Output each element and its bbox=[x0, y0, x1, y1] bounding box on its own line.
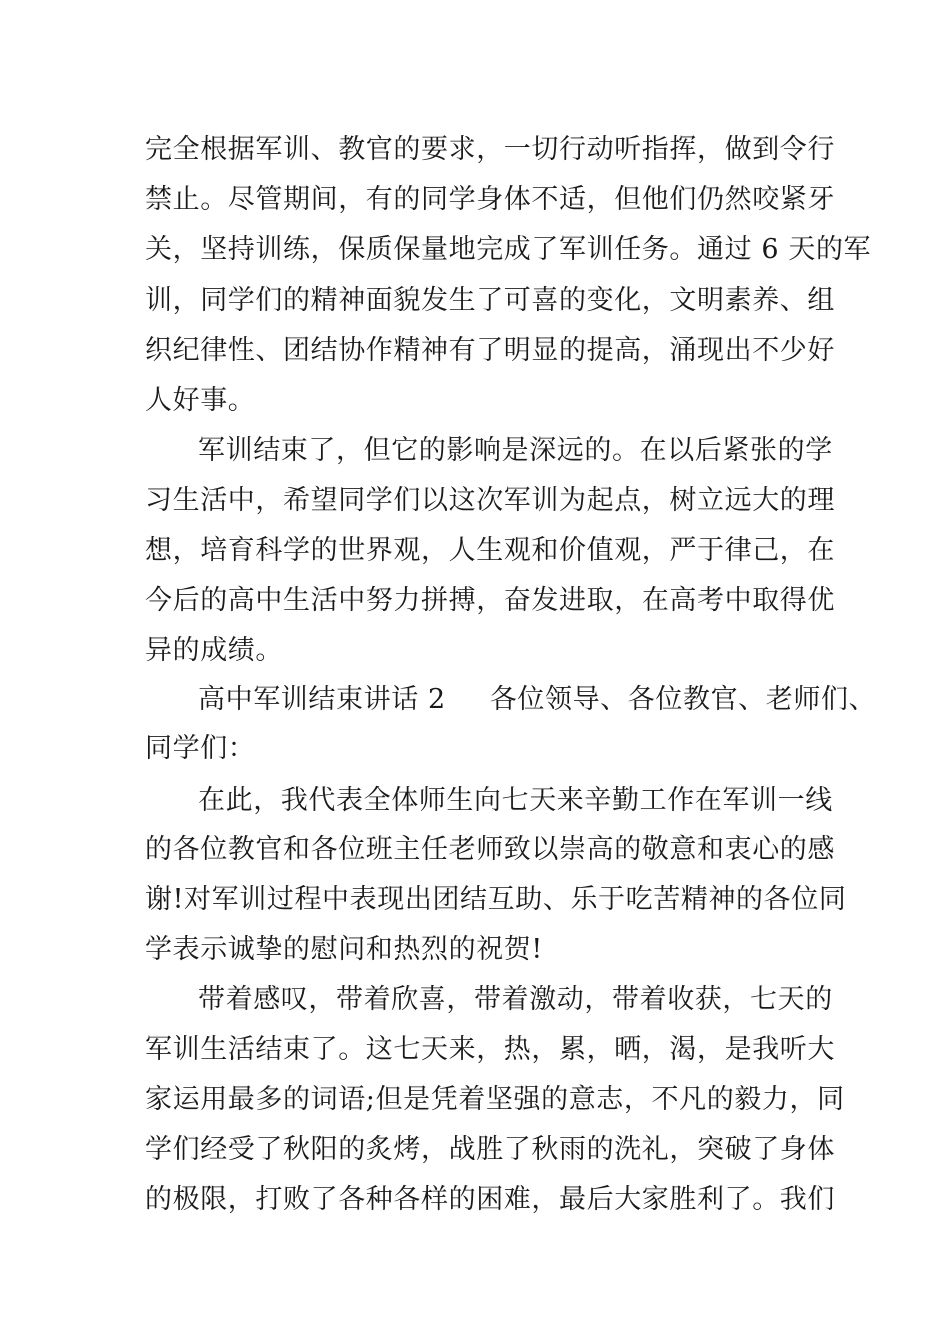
paragraph-line: 习生活中，希望同学们以这次军训为起点，树立远大的理 bbox=[145, 485, 835, 516]
paragraph-line: 禁止。尽管期间，有的同学身体不适，但他们仍然咬紧牙 bbox=[145, 184, 835, 215]
paragraph-line: 的极限，打败了各种各样的困难，最后大家胜利了。我们 bbox=[145, 1184, 835, 1215]
paragraph-line: 人好事。 bbox=[145, 385, 256, 416]
paragraph-line: 学表示诚挚的慰问和热烈的祝贺! bbox=[145, 934, 543, 965]
paragraph-line: 家运用最多的词语;但是凭着坚强的意志，不凡的毅力，同 bbox=[145, 1084, 845, 1115]
paragraph-line: 谢!对军训过程中表现出团结互助、乐于吃苦精神的各位同 bbox=[145, 884, 847, 915]
paragraph-line: 军训生活结束了。这七天来，热，累，晒，渴，是我听大 bbox=[145, 1034, 835, 1065]
paragraph-line: 今后的高中生活中努力拼搏，奋发进取，在高考中取得优 bbox=[145, 585, 835, 616]
paragraph-line: 关，坚持训练，保质保量地完成了军训任务。通过 6 天的军 bbox=[145, 234, 872, 265]
paragraph-line: 的各位教官和各位班主任老师致以崇高的敬意和衷心的感 bbox=[145, 834, 835, 865]
paragraph-line: 异的成绩。 bbox=[145, 635, 283, 666]
section-heading-line bbox=[198, 680, 878, 720]
paragraph-line: 同学们： bbox=[145, 733, 256, 764]
paragraph-line: 军训结束了，但它的影响是深远的。在以后紧张的学 bbox=[198, 435, 833, 466]
paragraph-line: 织纪律性、团结协作精神有了明显的提高，涌现出不少好 bbox=[145, 335, 835, 366]
paragraph-line: 在此，我代表全体师生向七天来辛勤工作在军训一线 bbox=[198, 785, 833, 816]
section-heading: 高中军训结束讲话 2 bbox=[198, 684, 446, 715]
paragraph-line: 带着感叹，带着欣喜，带着激动，带着收获，七天的 bbox=[198, 984, 833, 1015]
paragraph-line: 完全根据军训、教官的要求，一切行动听指挥，做到令行 bbox=[145, 134, 835, 165]
salutation: 各位领导、各位教官、老师们、 bbox=[489, 684, 877, 715]
paragraph-line: 训，同学们的精神面貌发生了可喜的变化，文明素养、组 bbox=[145, 285, 835, 316]
paragraph-line: 学们经受了秋阳的炙烤，战胜了秋雨的洗礼，突破了身体 bbox=[145, 1134, 835, 1165]
paragraph-line: 想，培育科学的世界观，人生观和价值观，严于律己，在 bbox=[145, 535, 835, 566]
